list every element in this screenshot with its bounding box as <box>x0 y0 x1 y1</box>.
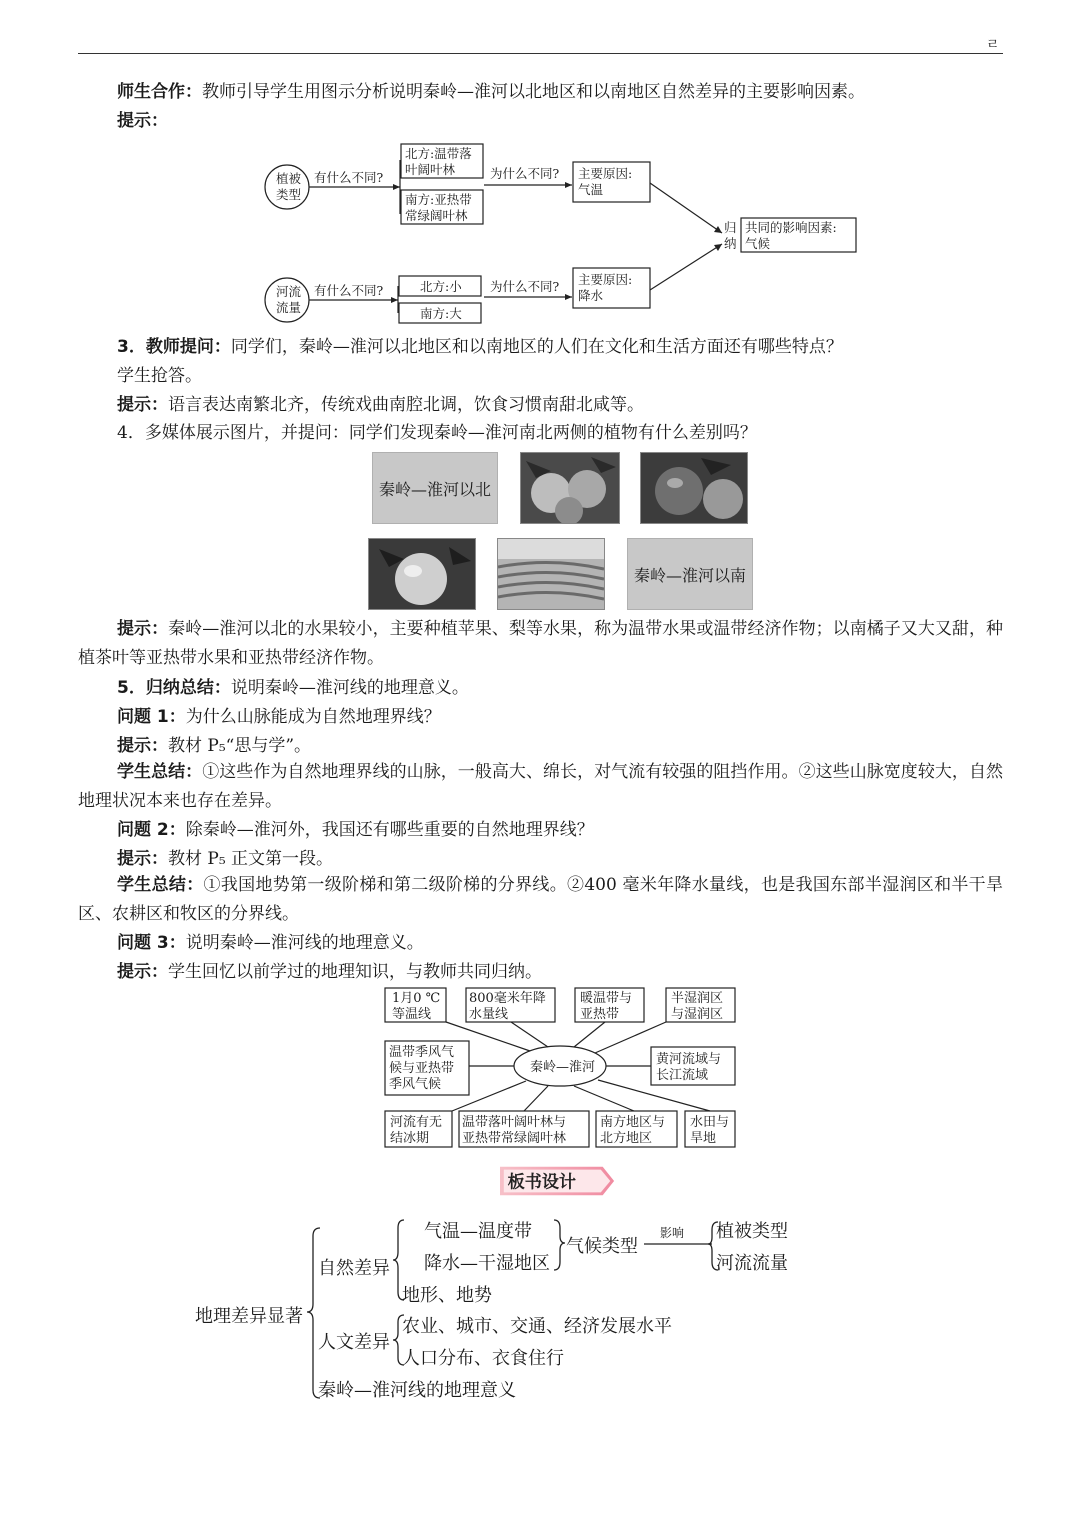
board-temp: 气温—温度带 <box>424 1221 532 1242</box>
node-rainfall-2: 水量线 <box>469 1007 509 1022</box>
river-south: 南方:大 <box>420 306 462 321</box>
node-rainfall-1: 800毫米年降 <box>469 991 546 1006</box>
board-meaning: 秦岭—淮河线的地理意义 <box>318 1380 516 1401</box>
student-summary-2: 学生总结：①我国地势第一级阶梯和第二级阶梯的分界线。②400 毫米年降水量线，也是我国东部半湿润区和半干旱区、农耕区和牧区的分界线。 <box>78 875 1003 924</box>
student-summary-1: 学生总结：①这些作为自然地理界线的山脉，一般高大、绵长，对气流有较强的阻挡作用。②这些山脉宽度较大，自然地理状况本来也存在差异。 <box>78 762 1004 811</box>
board-natural: 自然差异 <box>318 1258 390 1279</box>
node-forest-2: 亚热带常绿阔叶林 <box>462 1131 567 1146</box>
node-isotherm-1: 1月0 ℃ <box>392 991 441 1006</box>
cause-temp-1: 主要原因: <box>578 166 633 181</box>
river-circle-line2: 流量 <box>276 300 302 315</box>
veg-north-1: 北方:温带落 <box>405 146 472 161</box>
node-forest-1: 温带落叶阔叶林与 <box>462 1115 567 1130</box>
node-ice-2: 结冰期 <box>390 1131 430 1146</box>
induce-1: 归 <box>724 220 737 235</box>
paragraph-student-answer: 学生抢答。 <box>117 366 202 386</box>
ask-veg: 有什么不同? <box>314 170 384 185</box>
veg-south-2: 常绿阔叶林 <box>405 208 468 223</box>
veg-circle-line1: 植被 <box>276 171 302 186</box>
board-human: 人文差异 <box>318 1332 390 1353</box>
node-zone-2: 亚热带 <box>580 1007 620 1022</box>
node-farmland-1: 水田与 <box>690 1115 730 1130</box>
why-river: 为什么不同? <box>490 279 560 294</box>
veg-south-1: 南方:亚热带 <box>405 192 472 207</box>
cause-rain-2: 降水 <box>578 288 604 303</box>
board-veg: 植被类型 <box>716 1221 788 1242</box>
banner-text: 板书设计 <box>507 1172 577 1193</box>
node-climate-2: 候与亚热带 <box>389 1061 455 1076</box>
board-human-2: 人口分布、衣食住行 <box>402 1348 564 1369</box>
node-isotherm-2: 等温线 <box>392 1007 432 1022</box>
node-basin-1: 黄河流域与 <box>656 1052 722 1067</box>
river-north: 北方:小 <box>420 279 462 294</box>
question-2-hint: 提示：教材 P₅ 正文第一段。 <box>117 849 334 869</box>
question-3-hint: 提示：学生回忆以前学过的地理知识，与教师共同归纳。 <box>117 962 542 982</box>
node-climate-3: 季风气候 <box>389 1077 442 1092</box>
board-human-1: 农业、城市、交通、经济发展水平 <box>402 1316 672 1337</box>
ask-river: 有什么不同? <box>314 283 384 298</box>
hint-label: 提示： <box>117 111 168 131</box>
board-climate: 气候类型 <box>566 1236 638 1257</box>
veg-north-2: 叶阔叶林 <box>405 162 456 177</box>
node-humid-2: 与湿润区 <box>671 1007 724 1022</box>
paragraph-cooperation: 师生合作：教师引导学生用图示分析说明秦岭—淮河以北地区和以南地区自然差异的主要影响因素。 <box>117 82 865 102</box>
induce-2: 纳 <box>724 236 737 251</box>
header-mark: ㄹ <box>986 37 1000 53</box>
question-3: 问题 3：说明秦岭—淮河线的地理意义。 <box>117 933 424 953</box>
node-region-2: 北方地区 <box>600 1131 653 1146</box>
common-2: 气候 <box>745 236 771 251</box>
why-veg: 为什么不同? <box>490 166 560 181</box>
paragraph-teacher-question: 3．教师提问：同学们，秦岭—淮河以北地区和以南地区的人们在文化和生活方面还有哪些特点？ <box>117 337 843 357</box>
mindmap-center: 秦岭—淮河 <box>530 1060 596 1075</box>
node-humid-1: 半湿润区 <box>671 991 724 1006</box>
paragraph-hint-fruits: 提示：秦岭—淮河以北的水果较小，主要种植苹果、梨等水果，称为温带水果或温带经济作物；以南橘子又大又甜，种植茶叶等亚热带水果和亚热带经济作物。 <box>78 619 1004 668</box>
cause-temp-2: 气温 <box>578 182 604 197</box>
question-1: 问题 1：为什么山脉能成为自然地理界线？ <box>117 707 441 727</box>
node-farmland-2: 旱地 <box>690 1131 717 1146</box>
cause-rain-1: 主要原因: <box>578 272 633 287</box>
paragraph-multimedia: 4．多媒体展示图片，并提问：同学们发现秦岭—淮河南北两侧的植物有什么差别吗？ <box>117 423 757 443</box>
paragraph-hint-culture: 提示：语言表达南繁北齐，传统戏曲南腔北调，饮食习惯南甜北咸等。 <box>117 395 644 415</box>
question-1-hint: 提示：教材 P₅“思与学”。 <box>117 736 312 756</box>
node-ice-1: 河流有无 <box>390 1115 443 1130</box>
north-label-card: 秦岭—淮河以北 <box>372 452 498 524</box>
paragraph-summary: 5．归纳总结：说明秦岭—淮河线的地理意义。 <box>117 678 469 698</box>
node-region-1: 南方地区与 <box>600 1115 666 1130</box>
south-label-card: 秦岭—淮河以南 <box>627 538 753 610</box>
board-rain: 降水—干湿地区 <box>424 1253 550 1274</box>
node-climate-1: 温带季风气 <box>389 1045 455 1060</box>
river-circle-line1: 河流 <box>276 284 302 299</box>
question-2: 问题 2：除秦岭—淮河外，我国还有哪些重要的自然地理界线？ <box>117 820 594 840</box>
board-terrain: 地形、地势 <box>402 1285 492 1306</box>
board-river: 河流流量 <box>716 1253 788 1274</box>
node-zone-1: 暖温带与 <box>580 991 633 1006</box>
board-influence: 影响 <box>660 1226 685 1240</box>
veg-circle-line2: 类型 <box>276 187 302 202</box>
board-root: 地理差异显著 <box>195 1306 303 1327</box>
common-1: 共同的影响因素: <box>745 220 837 235</box>
node-basin-2: 长江流域 <box>656 1068 709 1083</box>
